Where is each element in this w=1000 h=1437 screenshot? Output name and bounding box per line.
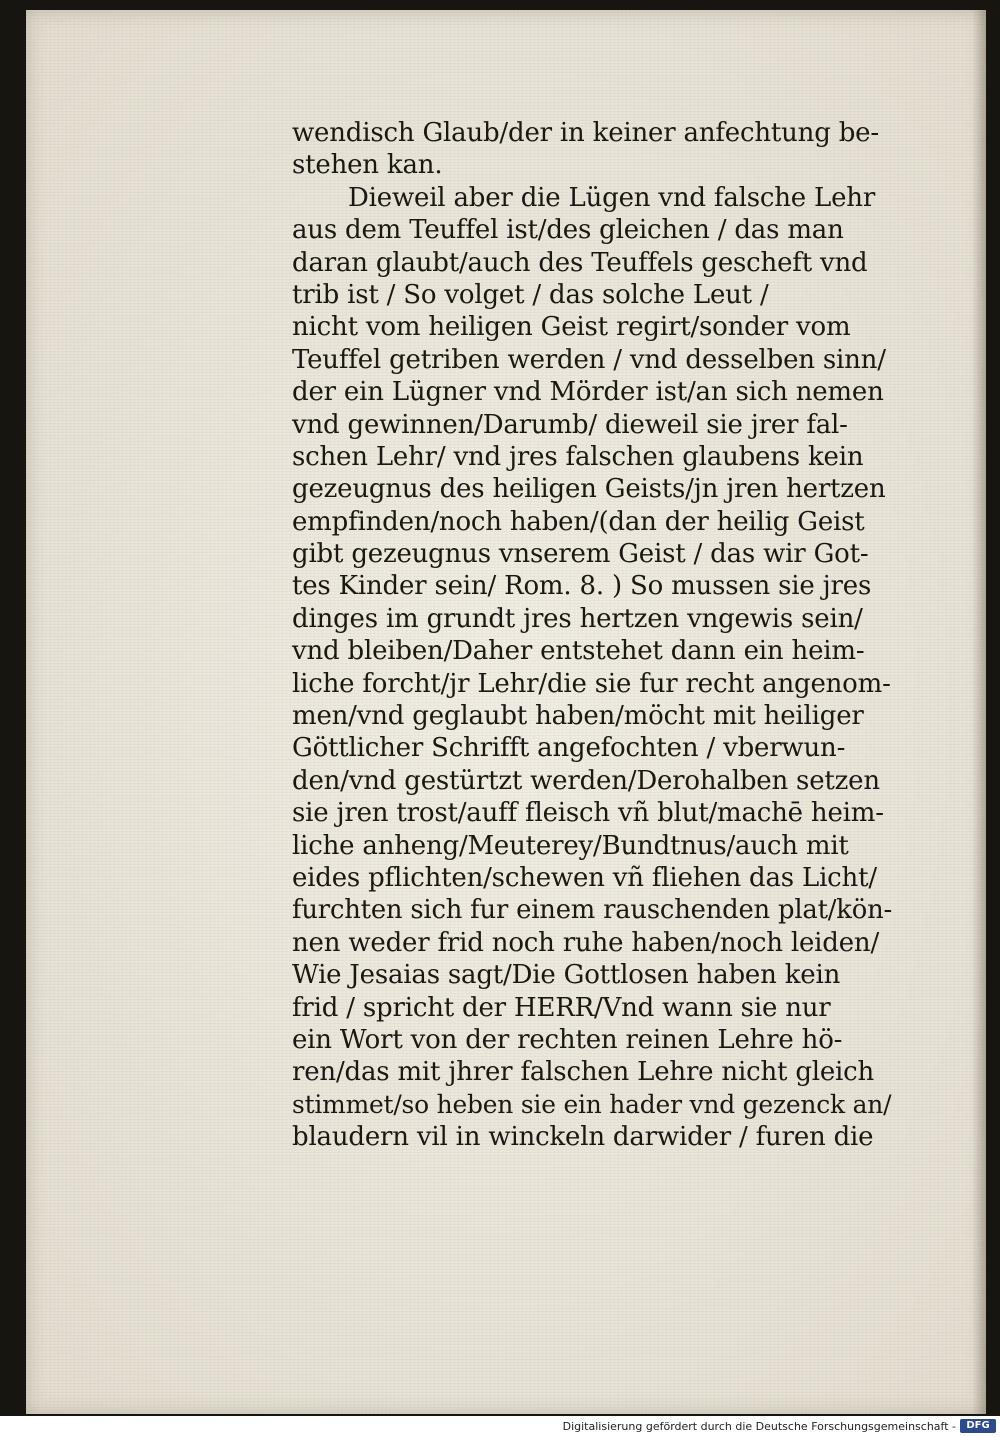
text-line: der ein Lügner vnd Mörder ist/an sich nemen (292, 377, 884, 408)
text-line: dinges im grundt jres hertzen vngewis sein/ (292, 603, 863, 634)
text-line: nicht vom heiligen Geist regirt/sonder vom (292, 312, 851, 343)
text-line: ren/das mit jhrer falschen Lehre nicht gleich (292, 1057, 875, 1088)
text-line: wendisch Glaub/der in keiner anfechtung be- (292, 118, 879, 148)
text-line: Dieweil aber die Lügen vnd falsche Lehr (348, 182, 876, 213)
text-line: stehen kan. (292, 150, 443, 181)
funding-credit: Digitalisierung gefördert durch die Deutsche Forschungsgemeinschaft - (562, 1420, 956, 1433)
text-line: daran glaubt/auch des Teuffels gescheft vnd (292, 247, 868, 278)
text-line: men/vnd geglaubt haben/möcht mit heiliger (292, 701, 864, 732)
dfg-logo: DFG (960, 1419, 996, 1433)
text-line: stimmet/so heben sie ein hader vnd gezenck an/ (292, 1089, 892, 1119)
text-line: vnd gewinnen/Darumb/ dieweil sie jrer fal- (292, 409, 848, 440)
text-line: eides pflichten/schewen vñ fliehen das Licht/ (292, 862, 877, 893)
text-line: vnd bleiben/Daher entstehet dann ein heim- (292, 636, 865, 667)
text-line: Göttlicher Schrifft angefochten / vberwun- (292, 733, 846, 764)
text-line: ein Wort von der rechten reinen Lehre hö- (292, 1024, 843, 1055)
text-line: schen Lehr/ vnd jres falschen glaubens kein (292, 441, 864, 472)
text-line: trib ist / So volget / das solche Leut / (292, 279, 769, 310)
text-line: furchten sich fur einem rauschenden plat/kön- (292, 895, 893, 926)
page-text (292, 117, 892, 1154)
text-line: Wie Jesaias sagt/Die Gottlosen haben kein (292, 960, 841, 991)
text-line: blaudern vil in winckeln darwider / furen die (292, 1122, 874, 1153)
page-edge (972, 10, 986, 1414)
text-line: Teuffel getriben werden / vnd desselben sinn/ (292, 344, 886, 375)
footer-bar (0, 1416, 1000, 1437)
text-line: nen weder frid noch ruhe haben/noch leiden/ (292, 927, 880, 958)
text-line: empfinden/noch haben/(dan der heilig Geist (292, 506, 865, 537)
text-line: gibt gezeugnus vnserem Geist / das wir Got- (292, 539, 869, 570)
text-line: gezeugnus des heiligen Geists/jn jren hertzen (292, 474, 886, 505)
text-line: liche forcht/jr Lehr/die sie fur recht angenom- (292, 668, 891, 699)
text-line: liche anheng/Meuterey/Bundtnus/auch mit (292, 830, 849, 861)
text-line: tes Kinder sein/ Rom. 8. ) So mussen sie jres (292, 571, 872, 602)
text-line: frid / spricht der HERR/Vnd wann sie nur (292, 992, 831, 1023)
text-line: sie jren trost/auff fleisch vñ blut/machē heim- (292, 798, 884, 829)
text-line: den/vnd gestürtzt werden/Derohalben setzen (292, 765, 880, 796)
text-line: aus dem Teuffel ist/des gleichen / das man (292, 215, 844, 246)
